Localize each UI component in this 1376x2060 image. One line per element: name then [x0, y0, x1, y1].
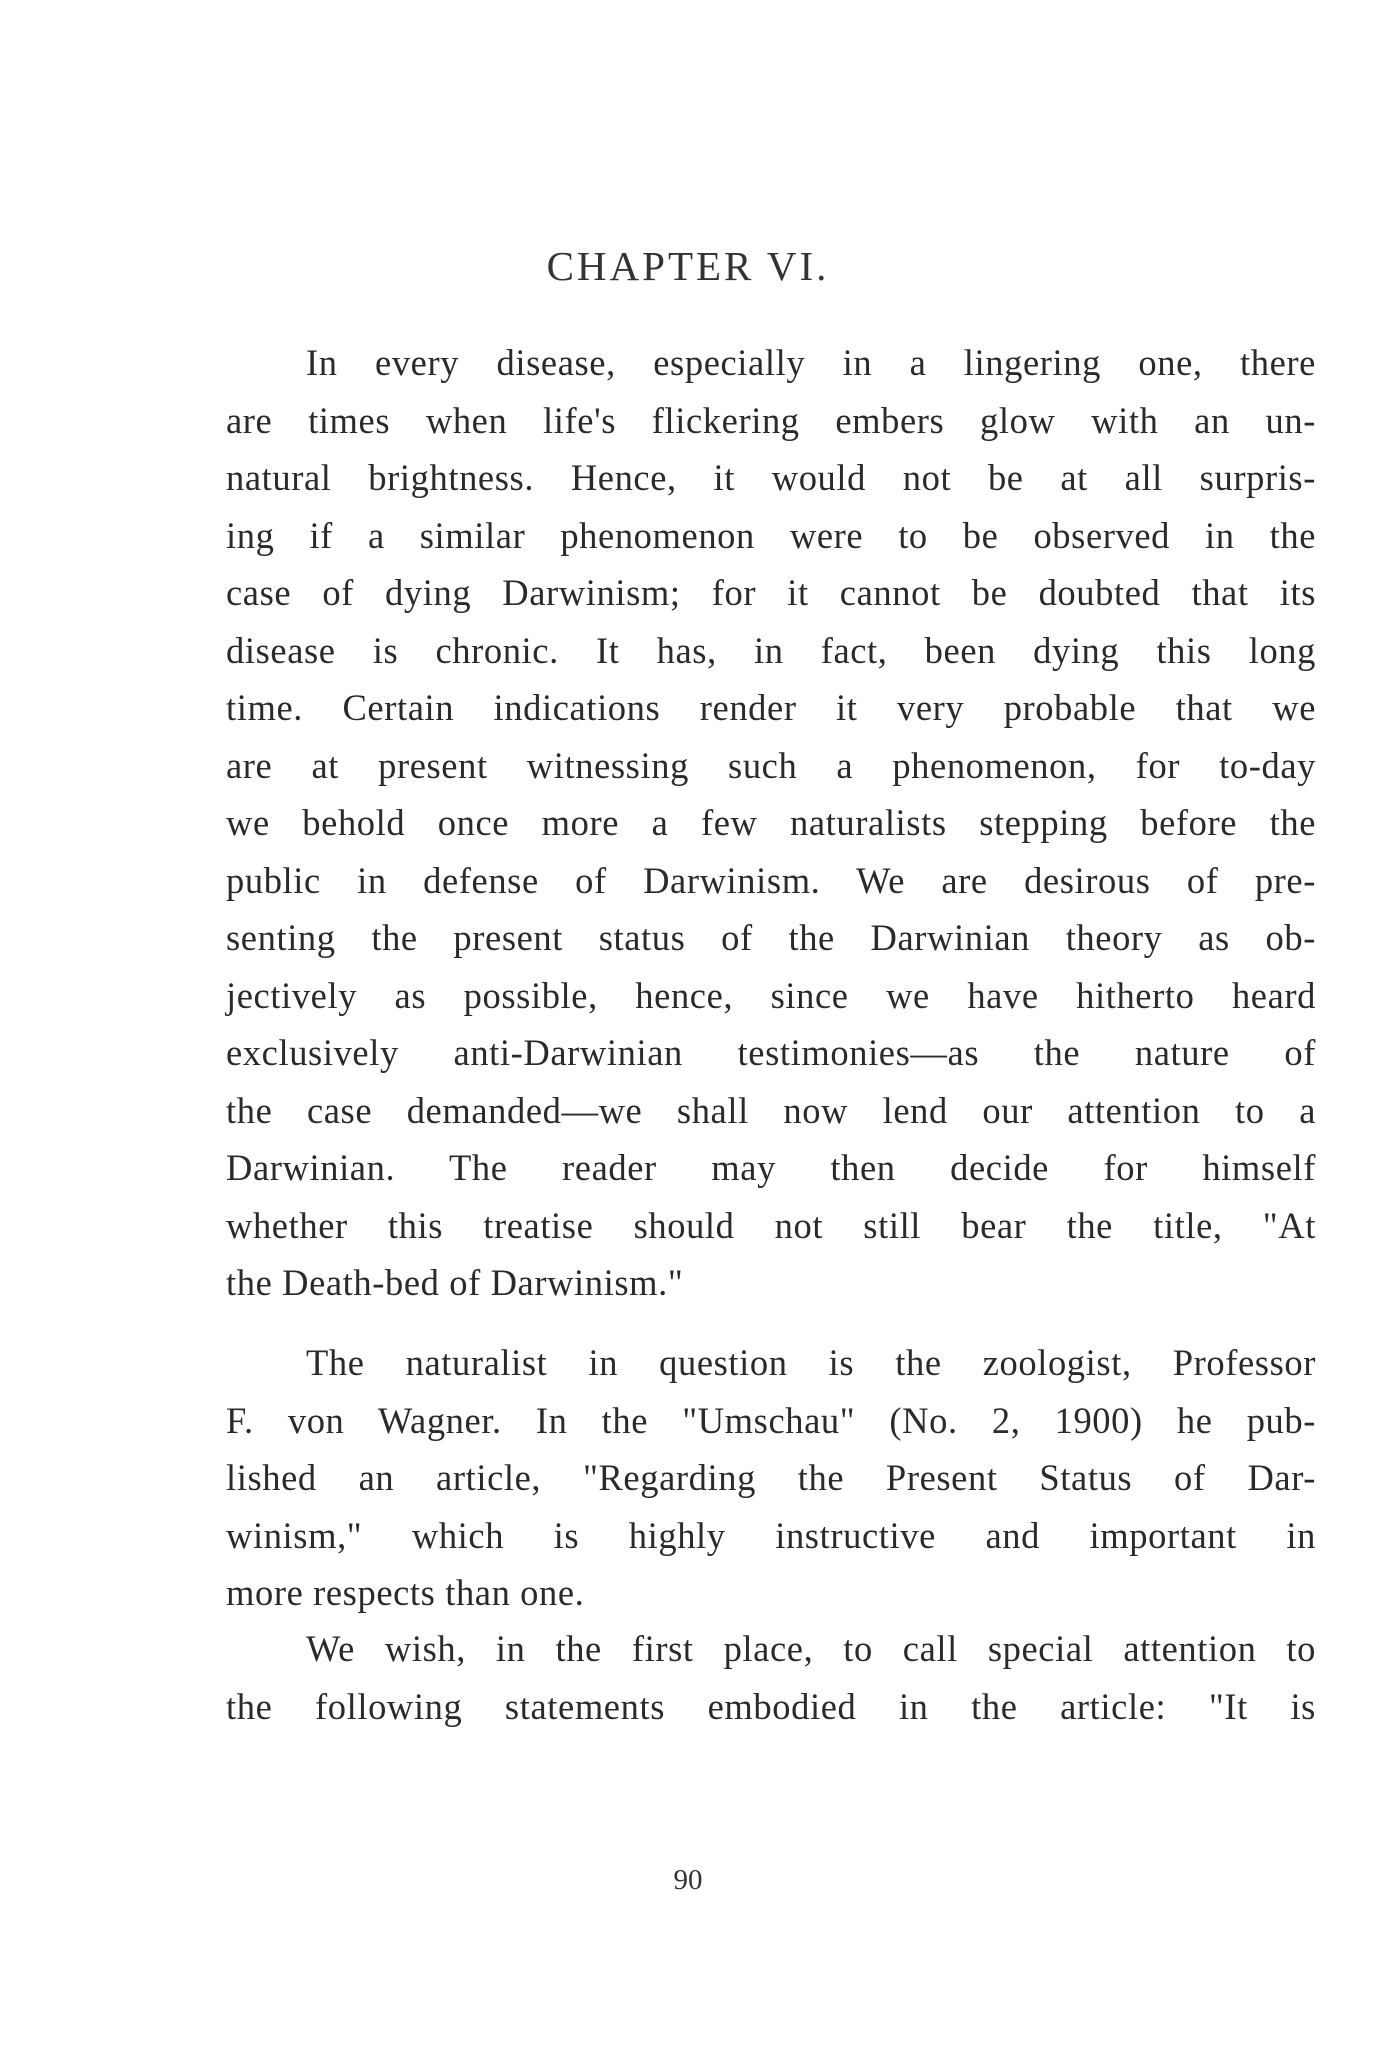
text-line: F. von Wagner. In the "Umschau" (No. 2, 1900) he pub- — [226, 1399, 1316, 1441]
text-line: We wish, in the first place, to call special attention to — [306, 1628, 1316, 1669]
text-line: are at present witnessing such a phenomenon, for to-day — [226, 744, 1316, 786]
text-line: lished an article, "Regarding the Present Status of Dar- — [226, 1457, 1316, 1498]
text-line: time. Certain indications render it very probable that we — [226, 687, 1316, 728]
chapter-title: CHAPTER VI. — [546, 243, 830, 289]
text-line: we behold once more a few naturalists stepping before the — [226, 802, 1316, 843]
text-line: In every disease, especially in a lingering one, there — [306, 342, 1316, 383]
text-line: The naturalist in question is the zoologist, Professor — [306, 1342, 1316, 1383]
text-line: more respects than one. — [226, 1572, 585, 1613]
text-line: winism," which is highly instructive and important in — [226, 1514, 1316, 1556]
paragraph-2 — [226, 1334, 1316, 1622]
text-line: Darwinian. The reader may then decide for himself — [226, 1147, 1316, 1188]
text-line: senting the present status of the Darwinian theory as ob- — [226, 917, 1316, 958]
text-line: exclusively anti-Darwinian testimonies—as the nature of — [226, 1032, 1316, 1073]
text-line: the following statements embodied in the article: "It is — [226, 1685, 1316, 1727]
text-line: disease is chronic. It has, in fact, been dying this long — [226, 629, 1316, 671]
text-line: jectively as possible, hence, since we have hitherto heard — [226, 974, 1316, 1016]
paragraph-3 — [226, 1620, 1316, 1735]
text-line: are times when life's flickering embers glow with an un- — [226, 399, 1316, 441]
text-line: ing if a similar phenomenon were to be observed in the — [226, 514, 1316, 556]
page-number: 90 — [673, 1864, 703, 1896]
text-line: public in defense of Darwinism. We are desirous of pre- — [226, 859, 1316, 901]
text-line: the case demanded—we shall now lend our attention to a — [226, 1089, 1316, 1131]
paragraph-1 — [226, 334, 1316, 1312]
text-line: natural brightness. Hence, it would not be at all surpris- — [226, 457, 1316, 498]
text-line: case of dying Darwinism; for it cannot be doubted that its — [226, 572, 1316, 613]
text-line: the Death-bed of Darwinism." — [226, 1262, 684, 1303]
text-line: whether this treatise should not still bear the title, "At — [226, 1204, 1316, 1246]
